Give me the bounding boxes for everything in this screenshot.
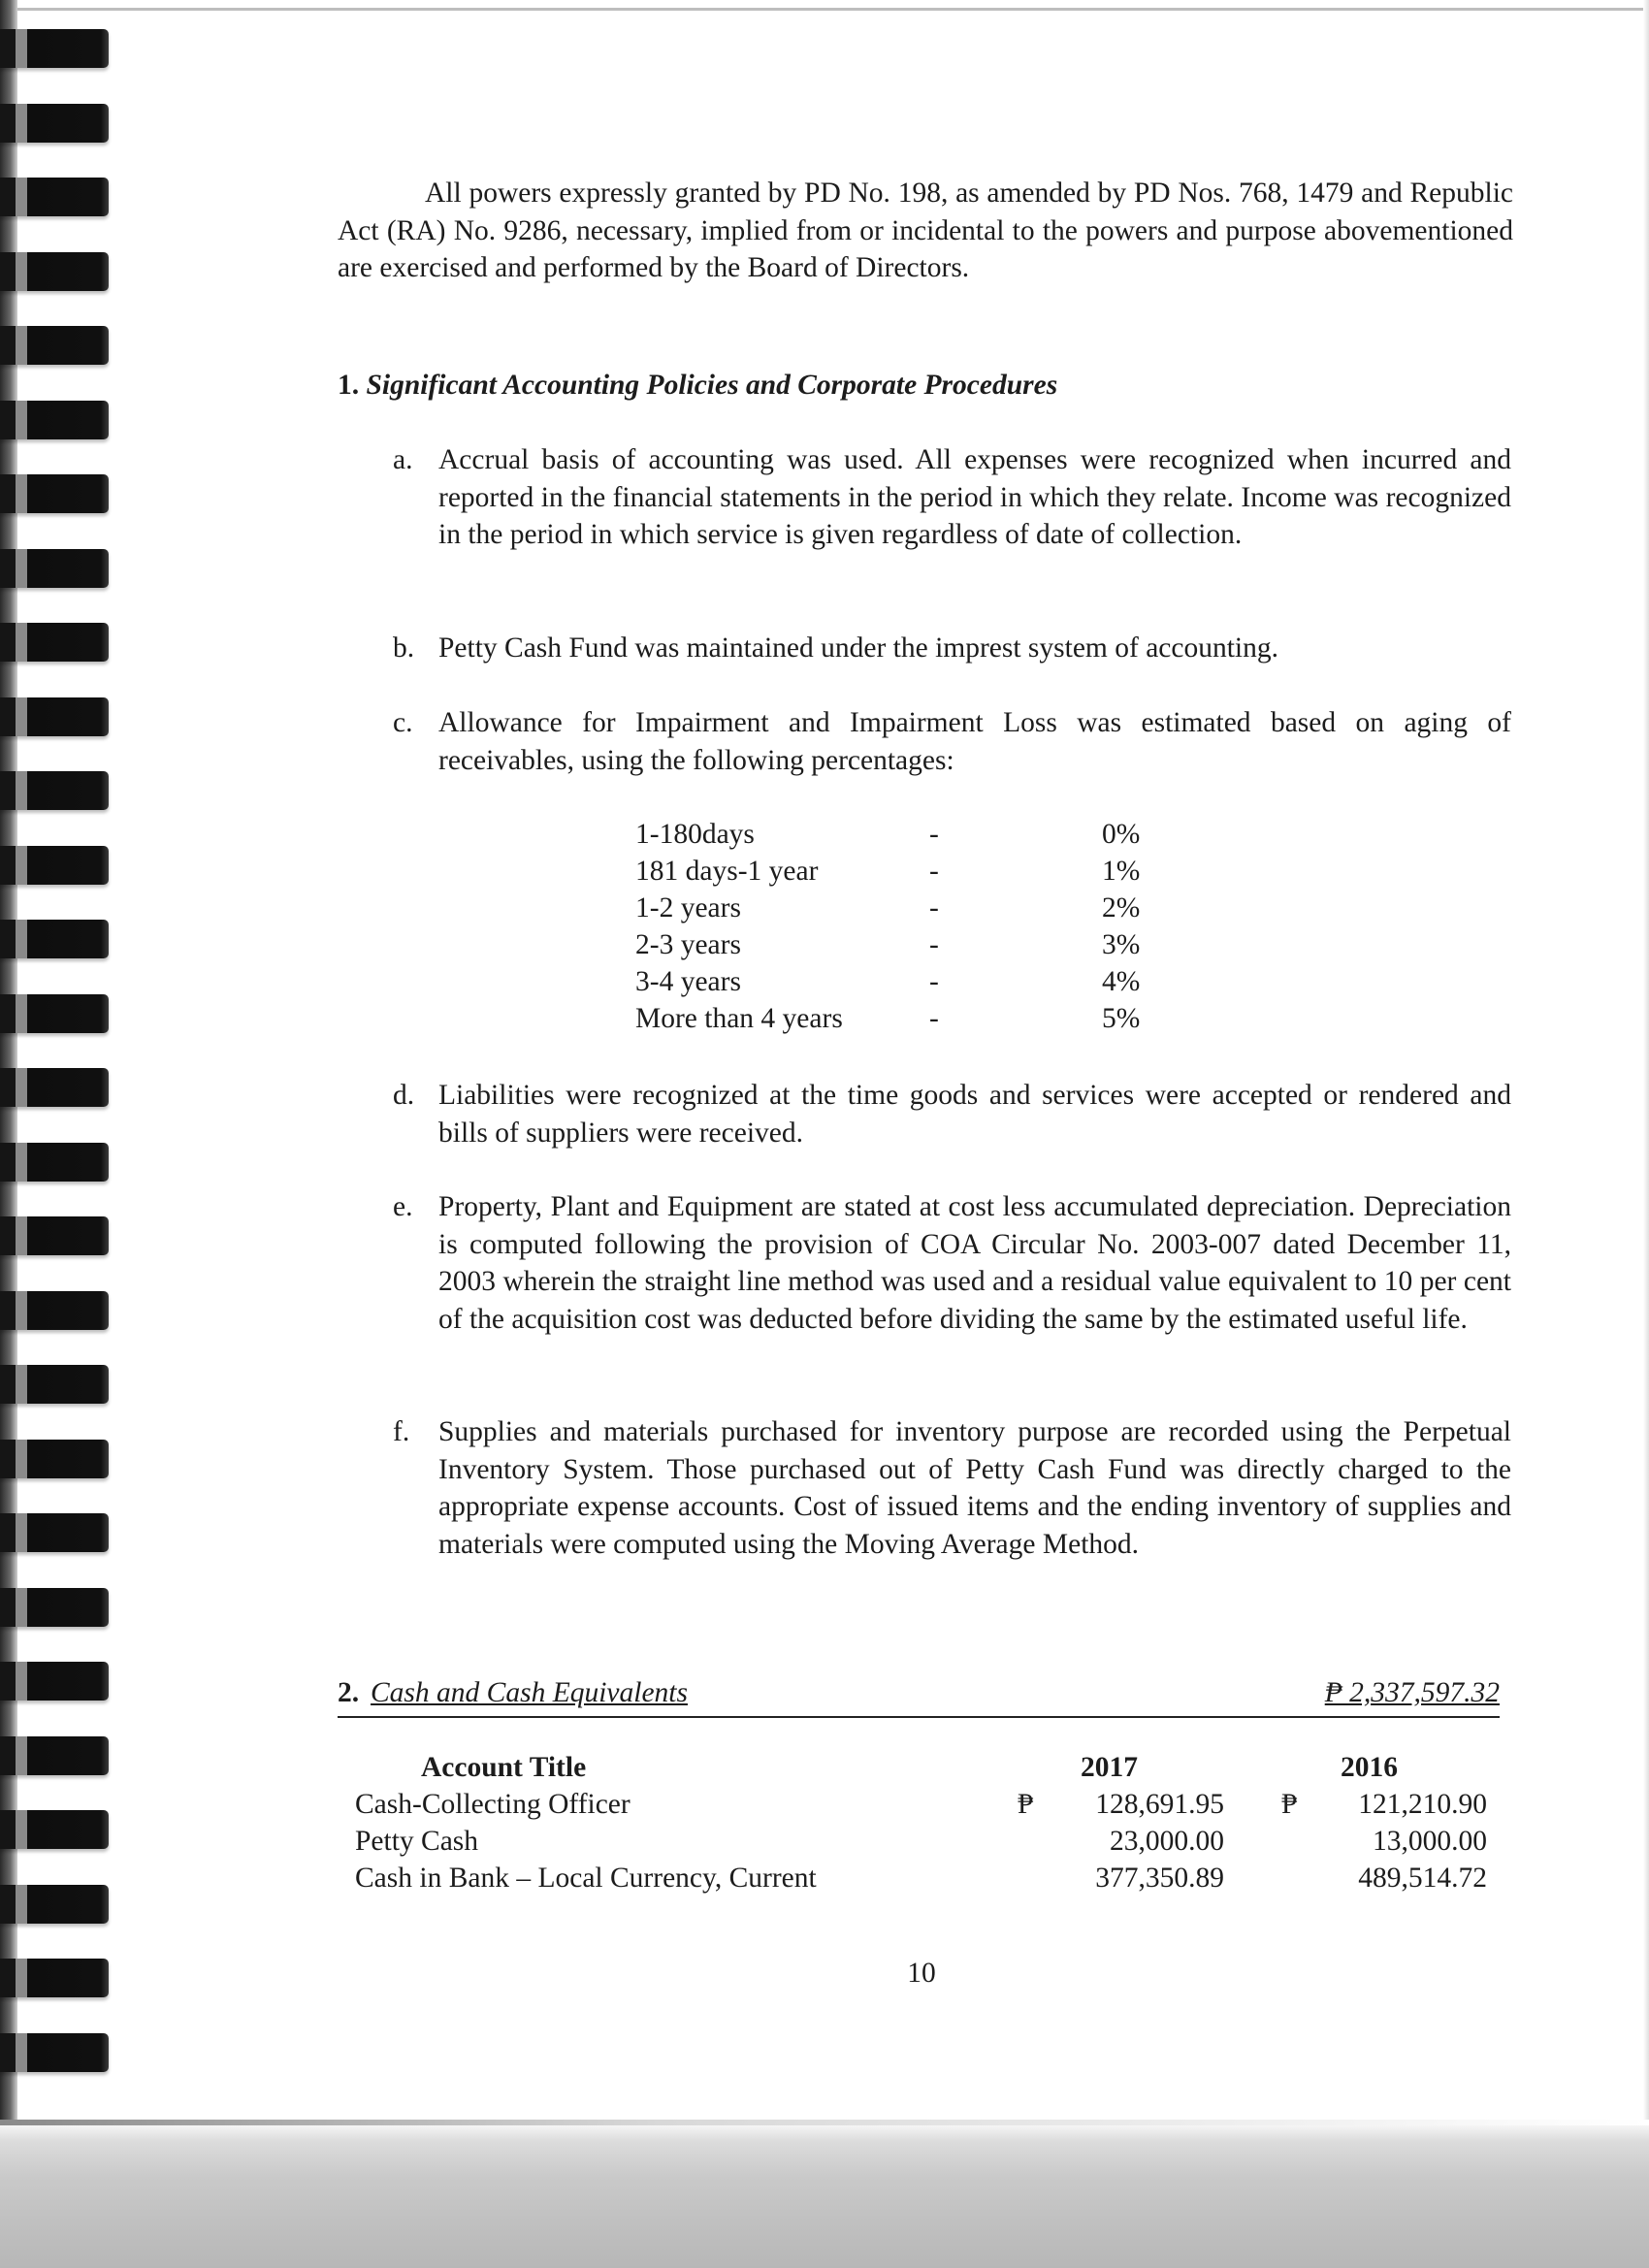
aging-rate: 4% xyxy=(1102,966,1141,997)
peso-symbol: ₱ xyxy=(1018,1789,1034,1820)
aging-dash: - xyxy=(929,819,939,850)
aging-rate: 3% xyxy=(1102,929,1141,960)
item-f-letter: f. xyxy=(393,1416,410,1447)
aging-dash: - xyxy=(929,966,939,997)
binding-tooth xyxy=(0,1291,109,1330)
binding-tooth xyxy=(0,474,109,513)
aging-period: 1-180days xyxy=(635,819,755,850)
binding-tooth xyxy=(0,846,109,885)
item-d-text: Liabilities were recognized at the time goods and services were accepted or rendered and bills of suppliers were received. xyxy=(438,1080,1511,1149)
binding-tooth xyxy=(0,697,109,736)
aging-rate: 5% xyxy=(1102,1003,1141,1034)
binding-tooth xyxy=(0,29,109,68)
binding-tooth xyxy=(0,252,109,291)
item-c-text: Allowance for Impairment and Impairment Loss was estimated based on aging of receivables, using the following percentages: xyxy=(438,707,1511,776)
header-account-title: Account Title xyxy=(421,1752,587,1783)
aging-dash: - xyxy=(929,892,939,923)
binding-tooth xyxy=(0,401,109,439)
item-e-letter: e. xyxy=(393,1191,413,1222)
binding-tooth xyxy=(0,1959,109,1997)
item-e-text: Property, Plant and Equipment are stated at cost less accumulated depreciation. Depreciation is computed following the provision of COA Circular No. 2003-007 dated December 11, 2003 wherein the straight line method was used and a residual value equivalent to 10 per cent of the acquisition cost was deducted before dividing the same by the estimated useful life. xyxy=(438,1191,1511,1335)
binding-tooth xyxy=(0,1216,109,1255)
page-number: 10 xyxy=(907,1958,936,1989)
cash-row-account: Cash in Bank – Local Currency, Current xyxy=(355,1863,817,1894)
aging-period: 3-4 years xyxy=(635,966,741,997)
aging-rate: 1% xyxy=(1102,856,1141,887)
header-year-2017: 2017 xyxy=(1081,1752,1138,1783)
cash-row-2016: 121,210.90 xyxy=(1358,1789,1487,1820)
binding-tooth xyxy=(0,104,109,143)
intro-paragraph: All powers expressly granted by PD No. 198, as amended by PD Nos. 768, 1479 and Republic Act (RA) No. 9286, necessary, implied from or incidental to the powers and purpose abovementioned are exercised and performed by the Board of Directors. xyxy=(338,178,1513,283)
item-a-letter: a. xyxy=(393,444,413,475)
item-d-letter: d. xyxy=(393,1080,415,1111)
aging-dash: - xyxy=(929,929,939,960)
binding-tooth xyxy=(0,1662,109,1701)
header-year-2016: 2016 xyxy=(1341,1752,1398,1783)
cash-row-account: Petty Cash xyxy=(355,1826,479,1857)
binding-tooth xyxy=(0,178,109,216)
binding-tooth xyxy=(0,1440,109,1478)
binding-tooth xyxy=(0,771,109,810)
section-1-heading xyxy=(338,367,1057,404)
binding-tooth xyxy=(0,1736,109,1775)
aging-period: 1-2 years xyxy=(635,892,741,923)
aging-period: More than 4 years xyxy=(635,1003,843,1034)
peso-symbol: ₱ xyxy=(1281,1789,1298,1820)
aging-rate: 2% xyxy=(1102,892,1141,923)
item-f-text: Supplies and materials purchased for inventory purpose are recorded using the Perpetual Inventory System. Those purchased out of Petty Cash Fund was directly charged to the appropriate expense accounts. Cost of issued items and the ending inventory of supplies and materials were computed using the Moving Average Method. xyxy=(438,1416,1511,1560)
binding-tooth xyxy=(0,2033,109,2072)
binding-tooth xyxy=(0,1513,109,1552)
section-2-heading xyxy=(338,1673,1500,1718)
section-1-number: 1. xyxy=(338,370,360,401)
aging-dash: - xyxy=(929,1003,939,1034)
aging-rate: 0% xyxy=(1102,819,1141,850)
section-2-title: Cash and Cash Equivalents xyxy=(371,1677,688,1708)
cash-row-2016: 489,514.72 xyxy=(1358,1863,1487,1894)
binding-tooth xyxy=(0,623,109,662)
item-b-text: Petty Cash Fund was maintained under the imprest system of accounting. xyxy=(438,632,1279,664)
binding-tooth xyxy=(0,920,109,958)
cash-row-2017: 23,000.00 xyxy=(1110,1826,1224,1857)
section-2-total: ₱ 2,337,597.32 xyxy=(1324,1677,1500,1708)
binding-tooth xyxy=(0,1588,109,1627)
item-c-letter: c. xyxy=(393,707,413,738)
section-1-title: Significant Accounting Policies and Corporate Procedures xyxy=(366,370,1058,401)
cash-row-2017: 128,691.95 xyxy=(1095,1789,1224,1820)
binding-tooth xyxy=(0,326,109,365)
cash-row-2017: 377,350.89 xyxy=(1095,1863,1224,1894)
item-b-letter: b. xyxy=(393,632,415,664)
binding-tooth xyxy=(0,1365,109,1404)
binding-tooth xyxy=(0,1068,109,1107)
scan-bottom-shadow xyxy=(0,2120,1649,2268)
section-2-number: 2. xyxy=(338,1677,360,1708)
binding-tooth xyxy=(0,1143,109,1182)
cash-row-2016: 13,000.00 xyxy=(1373,1826,1487,1857)
binding-tooth xyxy=(0,549,109,588)
aging-period: 181 days-1 year xyxy=(635,856,819,887)
cash-row-account: Cash-Collecting Officer xyxy=(355,1789,630,1820)
item-a-text: Accrual basis of accounting was used. All expenses were recognized when incurred and reported in the financial statements in the period in which they relate. Income was recognized in the period in which service is given regardless of date of collection. xyxy=(438,444,1511,550)
aging-period: 2-3 years xyxy=(635,929,741,960)
binding-tooth xyxy=(0,1810,109,1849)
scan-right-edge xyxy=(1643,0,1649,2268)
scan-top-edge xyxy=(0,8,1649,11)
aging-dash: - xyxy=(929,856,939,887)
comb-binding xyxy=(0,0,116,2268)
binding-tooth xyxy=(0,1885,109,1924)
binding-tooth xyxy=(0,994,109,1033)
